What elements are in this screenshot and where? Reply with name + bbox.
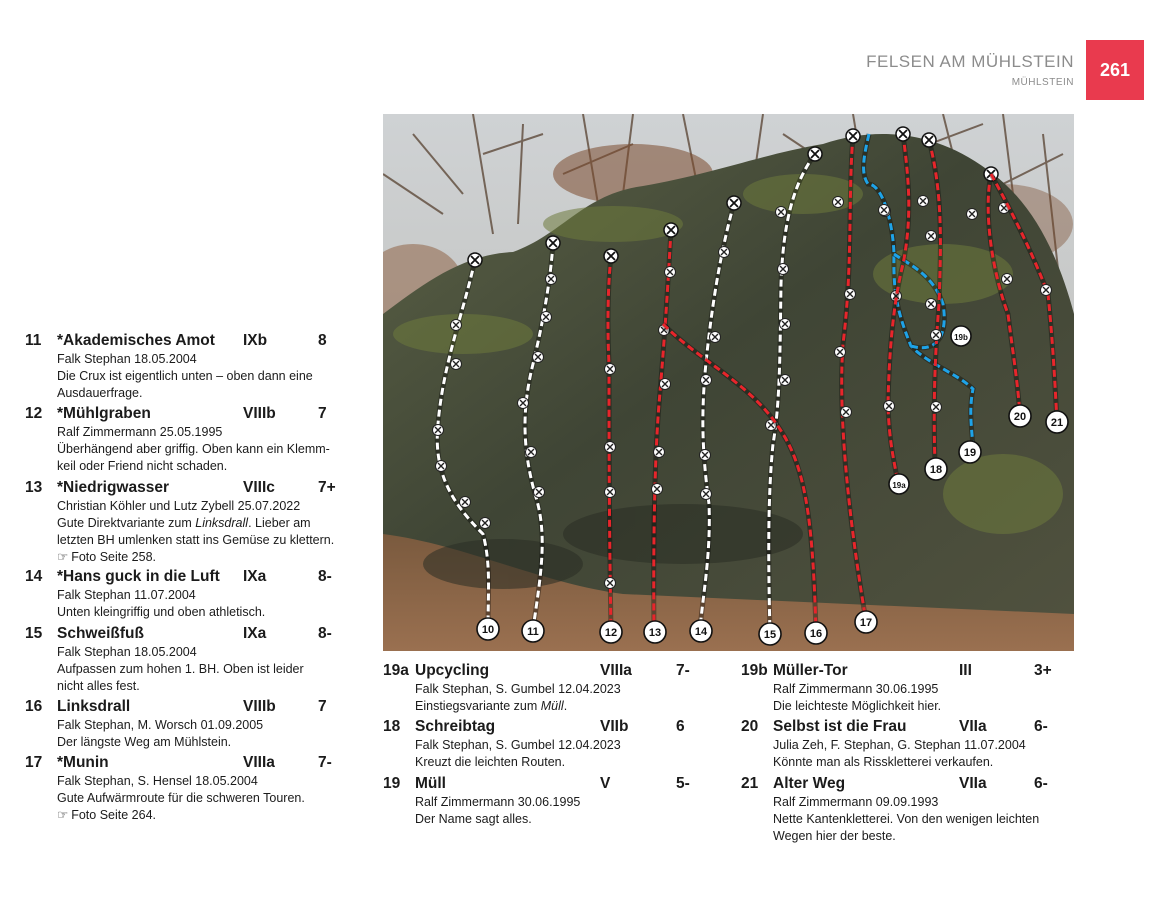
route-grade: IXa	[243, 625, 267, 642]
route-description-line	[25, 351, 313, 368]
anchor-marker	[546, 236, 560, 250]
route-name: *Munin	[57, 754, 109, 771]
bolt-marker	[652, 484, 663, 495]
text: Nette Kantenkletterei. Von den wenigen leichten	[773, 812, 1040, 826]
text: Wegen hier der beste.	[773, 829, 896, 843]
pointing-hand-icon: ☞	[57, 550, 69, 564]
route-label-16	[805, 622, 827, 644]
route-description-line	[25, 587, 265, 604]
text: Falk Stephan 18.05.2004	[57, 352, 197, 366]
route-difficulty: 7+	[318, 479, 336, 496]
route-grade: IXa	[243, 568, 267, 585]
route-entry-21	[741, 775, 1048, 845]
route-heading	[25, 698, 327, 717]
chapter-subtitle: MÜHLSTEIN	[1011, 77, 1074, 88]
bolt-marker	[931, 402, 942, 413]
route-label-text: 18	[929, 464, 943, 476]
route-label-19b	[951, 326, 971, 346]
route-entry-17	[25, 754, 332, 824]
bolt-marker	[835, 347, 846, 358]
bolt-marker	[884, 401, 895, 412]
route-description-line	[383, 794, 580, 811]
route-number: 14	[25, 568, 43, 585]
route-heading	[25, 479, 334, 498]
route-number: 16	[25, 698, 43, 715]
text: Falk Stephan 11.07.2004	[57, 588, 196, 602]
route-difficulty: 3+	[1034, 662, 1052, 679]
route-grade: VIIIa	[243, 754, 275, 771]
text: Ralf Zimmermann 30.06.1995	[773, 682, 939, 696]
text: letzten BH umlenken statt ins Gemüse zu klettern.	[57, 533, 335, 547]
route-heading	[25, 625, 332, 644]
text: Julia Zeh, F. Stephan, G. Stephan 11.07.2004	[773, 738, 1026, 752]
route-name: *Mühlgraben	[57, 405, 151, 422]
route-grade: VIIIb	[243, 405, 276, 422]
route-difficulty: 7	[318, 405, 327, 422]
bolt-marker	[776, 207, 787, 218]
route-reference: Linksdrall	[195, 516, 249, 530]
anchor-marker	[922, 133, 936, 147]
route-grade: IXb	[243, 332, 268, 349]
route-label-text: 11	[527, 626, 539, 638]
bolt-marker	[526, 447, 537, 458]
bolt-marker	[660, 379, 671, 390]
route-label-text: 15	[763, 629, 777, 641]
route-difficulty: 7-	[318, 754, 332, 771]
anchor-marker	[808, 147, 822, 161]
text: Einstiegsvariante zum	[415, 699, 541, 713]
anchor-marker	[727, 196, 741, 210]
route-heading	[741, 775, 1048, 794]
bolt-marker	[926, 299, 937, 310]
route-heading	[383, 662, 690, 681]
route-number: 20	[741, 718, 759, 735]
bolt-marker	[967, 209, 978, 220]
route-label-text: 16	[809, 628, 823, 640]
route-name: Linksdrall	[57, 698, 131, 715]
bolt-marker	[451, 359, 462, 370]
route-description-line	[25, 773, 305, 790]
text: Gute Direktvariante zum	[57, 516, 196, 530]
bolt-marker	[534, 487, 545, 498]
bolt-marker	[931, 330, 942, 341]
route-description-line	[25, 385, 313, 402]
route-description-line	[741, 754, 1026, 771]
bolt-marker	[546, 274, 557, 285]
route-grade: VIIa	[959, 775, 987, 792]
bolt-marker	[879, 205, 890, 216]
route-entry-13	[25, 479, 334, 566]
route-entry-19a	[383, 662, 690, 715]
route-name: Schweißfuß	[57, 625, 144, 642]
bolt-marker	[1041, 285, 1052, 296]
route-label-text: 19b	[954, 333, 968, 342]
bolt-marker	[533, 352, 544, 363]
text: Überhängend aber griffig. Oben kann ein Klemm-	[57, 442, 330, 456]
route-label-21	[1046, 411, 1068, 433]
route-heading	[25, 332, 327, 351]
bolt-marker	[833, 197, 844, 208]
pointing-hand-icon: ☞	[57, 808, 69, 822]
route-grade: V	[600, 775, 611, 792]
text: Falk Stephan, M. Worsch 01.09.2005	[57, 718, 264, 732]
route-heading	[741, 718, 1048, 737]
bolt-marker	[778, 264, 789, 275]
route-name: Schreibtag	[415, 718, 496, 735]
bolt-marker	[845, 289, 856, 300]
route-label-text: 21	[1050, 417, 1064, 429]
text: nicht alles fest.	[57, 679, 140, 693]
route-name: Selbst ist die Frau	[773, 718, 907, 735]
bolt-marker	[918, 196, 929, 207]
route-entry-11	[25, 332, 327, 402]
anchor-marker	[604, 249, 618, 263]
route-grade: VIIa	[959, 718, 987, 735]
route-description-line	[383, 754, 621, 771]
route-name: *Akademisches Amot	[57, 332, 215, 349]
route-number: 19a	[383, 662, 409, 679]
route-entry-12	[25, 405, 330, 475]
route-description-line	[25, 549, 334, 566]
route-description-line	[383, 681, 621, 698]
bolt-marker	[436, 461, 447, 472]
route-difficulty: 7-	[676, 662, 690, 679]
route-difficulty: 6-	[1034, 775, 1048, 792]
route-difficulty: 8-	[318, 625, 332, 642]
bolt-marker	[433, 425, 444, 436]
bolt-marker	[926, 231, 937, 242]
chapter-title: FELSEN AM MÜHLSTEIN	[866, 52, 1074, 71]
route-description-line	[383, 737, 621, 754]
text: Die Crux ist eigentlich unten – oben dann eine	[57, 369, 313, 383]
running-header	[866, 52, 1074, 88]
text: Ausdauerfrage.	[57, 386, 143, 400]
route-grade: VIIIc	[243, 479, 275, 496]
page-number: 261	[1086, 40, 1144, 100]
text: Der längste Weg am Mühlstein.	[57, 735, 232, 749]
bolt-marker	[541, 312, 552, 323]
text: Kreuzt die leichten Routen.	[415, 755, 566, 769]
route-number: 17	[25, 754, 43, 771]
route-name: *Niedrigwasser	[57, 479, 169, 496]
topo-photo	[383, 114, 1074, 651]
route-number: 13	[25, 479, 43, 496]
route-label-20	[1009, 405, 1031, 427]
route-name: Müller-Tor	[773, 662, 848, 679]
bolt-marker	[701, 489, 712, 500]
text: Foto Seite 264.	[71, 808, 156, 822]
route-entry-19b	[741, 662, 1052, 715]
text: keil oder Friend nicht schaden.	[57, 459, 228, 473]
bolt-marker	[605, 442, 616, 453]
text: Gute Aufwärmroute für die schweren Touren.	[57, 791, 305, 805]
route-grade: VIIIb	[243, 698, 276, 715]
route-difficulty: 5-	[676, 775, 690, 792]
route-difficulty: 6-	[1034, 718, 1048, 735]
route-number: 19	[383, 775, 401, 792]
route-label-text: 14	[694, 626, 708, 638]
bolt-marker	[605, 487, 616, 498]
bolt-marker	[719, 247, 730, 258]
route-label-text: 17	[859, 617, 873, 629]
route-entry-16	[25, 698, 327, 751]
anchor-marker	[468, 253, 482, 267]
route-description-line	[741, 811, 1039, 828]
route-heading	[383, 775, 690, 794]
route-description-line	[383, 811, 580, 828]
text: Foto Seite 258.	[71, 550, 156, 564]
bolt-marker	[654, 447, 665, 458]
route-description-line	[25, 790, 305, 807]
route-number: 12	[25, 405, 43, 422]
bolt-marker	[665, 267, 676, 278]
route-description-line	[25, 807, 305, 824]
anchor-marker	[896, 127, 910, 141]
bolt-marker	[710, 332, 721, 343]
text: Der Name sagt alles.	[415, 812, 532, 826]
route-label-11	[522, 620, 544, 642]
bolt-marker	[701, 375, 712, 386]
route-label-15	[759, 623, 781, 645]
route-description-line	[25, 734, 263, 751]
route-difficulty: 8-	[318, 568, 332, 585]
route-name: Müll	[415, 775, 446, 792]
route-description-line	[741, 737, 1026, 754]
route-description-line	[25, 458, 330, 475]
text: Ralf Zimmermann 25.05.1995	[57, 425, 223, 439]
bolt-marker	[605, 578, 616, 589]
route-description-line	[25, 368, 313, 385]
route-label-19a	[889, 474, 909, 494]
bolt-marker	[451, 320, 462, 331]
route-difficulty: 8	[318, 332, 327, 349]
route-label-19	[959, 441, 981, 463]
bolt-marker	[480, 518, 491, 529]
anchor-marker	[846, 129, 860, 143]
route-heading	[741, 662, 1052, 681]
route-description-line	[25, 717, 263, 734]
route-entry-18	[383, 718, 685, 771]
route-entry-14	[25, 568, 332, 621]
route-description-line	[25, 532, 334, 549]
route-heading	[25, 568, 332, 587]
route-grade: VIIb	[600, 718, 629, 735]
text: Ralf Zimmermann 09.09.1993	[773, 795, 939, 809]
route-label-text: 19	[963, 447, 977, 459]
route-label-18	[925, 458, 947, 480]
route-label-text: 12	[604, 627, 618, 639]
route-number: 21	[741, 775, 759, 792]
route-name: *Hans guck in die Luft	[57, 568, 220, 585]
route-description-line	[25, 515, 334, 532]
bolt-marker	[700, 450, 711, 461]
route-label-13	[644, 621, 666, 643]
route-heading	[25, 754, 332, 773]
route-description-line	[383, 698, 621, 715]
route-description-line	[741, 698, 941, 715]
bolt-marker	[1002, 274, 1013, 285]
text: Könnte man als Risskletterei verkaufen.	[773, 755, 994, 769]
route-label-10	[477, 618, 499, 640]
route-label-14	[690, 620, 712, 642]
route-number: 18	[383, 718, 401, 735]
route-difficulty: 7	[318, 698, 327, 715]
route-number: 15	[25, 625, 43, 642]
route-label-text: 20	[1013, 411, 1027, 423]
text: Ralf Zimmermann 30.06.1995	[415, 795, 581, 809]
route-label-12	[600, 621, 622, 643]
route-heading	[383, 718, 685, 737]
route-reference: Müll	[540, 699, 564, 713]
text: Falk Stephan, S. Gumbel 12.04.2023	[415, 682, 621, 696]
route-difficulty: 6	[676, 718, 685, 735]
route-grade: VIIIa	[600, 662, 632, 679]
text: Falk Stephan, S. Gumbel 12.04.2023	[415, 738, 621, 752]
route-description-line	[25, 644, 304, 661]
route-description-line	[25, 678, 304, 695]
anchor-marker	[664, 223, 678, 237]
route-name: Upcycling	[415, 662, 490, 679]
text: . Lieber am	[248, 516, 311, 530]
route-description-line	[25, 604, 265, 621]
route-description-line	[741, 828, 1039, 845]
route-description-line	[25, 661, 304, 678]
text: Unten kleingriffig und oben athletisch.	[57, 605, 266, 619]
route-label-text: 10	[481, 624, 495, 636]
route-label-17	[855, 611, 877, 633]
topo-illustration	[383, 114, 1074, 651]
text: Die leichteste Möglichkeit hier.	[773, 699, 942, 713]
text: Aufpassen zum hohen 1. BH. Oben ist leider	[57, 662, 304, 676]
route-description-line	[25, 498, 334, 515]
bolt-marker	[841, 407, 852, 418]
route-description-line	[25, 441, 330, 458]
bolt-marker	[780, 375, 791, 386]
text: Falk Stephan, S. Hensel 18.05.2004	[57, 774, 258, 788]
route-entry-15	[25, 625, 332, 695]
bolt-marker	[518, 398, 529, 409]
text: .	[563, 699, 568, 713]
bolt-marker	[605, 364, 616, 375]
route-label-text: 19a	[892, 481, 906, 490]
route-label-text: 13	[648, 627, 662, 639]
route-description-line	[741, 681, 941, 698]
route-description-line	[25, 424, 330, 441]
route-number: 11	[25, 332, 42, 349]
route-entry-20	[741, 718, 1048, 771]
route-entry-19	[383, 775, 690, 828]
route-heading	[25, 405, 330, 424]
bolt-marker	[460, 497, 471, 508]
text: Falk Stephan 18.05.2004	[57, 645, 197, 659]
route-number: 19b	[741, 662, 768, 679]
route-description-line	[741, 794, 1039, 811]
bolt-marker	[780, 319, 791, 330]
route-grade: III	[959, 662, 972, 679]
text: Christian Köhler und Lutz Zybell 25.07.2022	[57, 499, 301, 513]
route-name: Alter Weg	[773, 775, 846, 792]
